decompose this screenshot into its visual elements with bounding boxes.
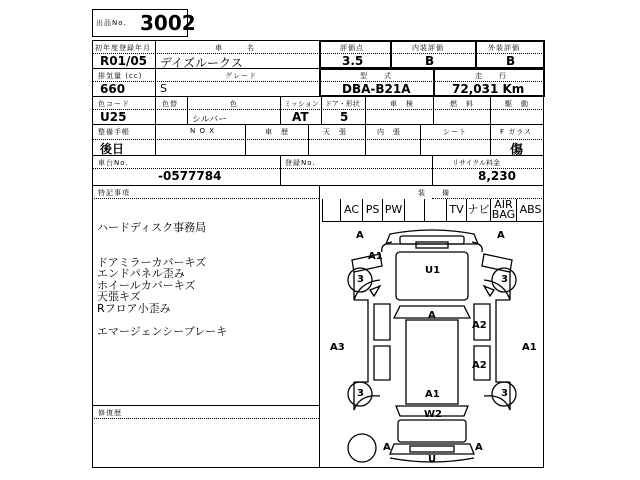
equip-tv: TV <box>446 199 466 221</box>
car-name-label: 車 名 <box>215 44 255 52</box>
note-line: 天張キズ <box>97 290 141 303</box>
displacement-label: 排気量 (cc) <box>98 72 143 80</box>
equipment-label: 装 備 <box>418 189 450 197</box>
note-line: エンドパネル歪み <box>97 267 185 280</box>
glass-value: 傷 <box>510 143 524 158</box>
lot-number-label: 出品No. <box>96 19 127 27</box>
fuel-label: 燃 料 <box>450 100 474 108</box>
note-line <box>97 245 227 257</box>
note-line: ハードディスク事務局 <box>97 221 207 234</box>
mark-a-roof: A <box>428 310 436 321</box>
mission: AT <box>292 110 309 124</box>
recycle-label: リサイクル料金 <box>452 159 501 167</box>
mission-label: ミッション <box>284 100 319 108</box>
mileage-label: 走 行 <box>475 72 507 80</box>
mark-w2-rear-glass: W2 <box>424 409 442 420</box>
interior-label: 内装評価 <box>412 44 444 52</box>
mileage: 72,031 Km <box>452 82 525 96</box>
equip-navi: ナビ <box>466 199 490 221</box>
mark-a1-right: A1 <box>522 342 537 353</box>
grade: S <box>160 82 167 95</box>
model-label: 型 式 <box>360 72 392 80</box>
recycle-fee: 8,230 <box>478 169 516 183</box>
doors: 5 <box>340 110 349 124</box>
mark-a-rear-left: A <box>383 442 391 453</box>
chassis-number: -0577784 <box>158 169 222 183</box>
note-line: エマージェンシーブレーキ <box>97 324 228 338</box>
mark-a1-rear: A1 <box>425 389 440 400</box>
interior-value: B <box>425 54 435 68</box>
chassis-label: 車台No. <box>98 159 129 167</box>
glass-label: F ガラス <box>500 128 533 136</box>
mark-a-rear-right: A <box>475 442 483 453</box>
equip-ac: AC <box>340 199 362 221</box>
notes-label: 特記事項 <box>98 189 130 197</box>
roof-label: 天 張 <box>323 128 347 136</box>
note-line <box>97 234 227 246</box>
mark-a3-left: A3 <box>330 342 345 353</box>
mark-a2-right-door2: A2 <box>472 360 487 371</box>
equip-blank <box>322 199 340 221</box>
lot-number: 3002 <box>140 11 196 35</box>
score-label: 評価点 <box>340 44 364 52</box>
color-change-label: 色替 <box>162 100 178 108</box>
equip-blank <box>424 199 446 221</box>
seat-label: シート <box>443 128 467 136</box>
mark-3-front-right-wheel: 3 <box>501 274 508 285</box>
color-code-label: 色コード <box>98 100 130 108</box>
equip-airbag: AIR BAG <box>491 198 516 221</box>
equipment-row <box>322 199 544 221</box>
nox-label: N O X <box>190 127 215 135</box>
equip-abs: ABS <box>516 199 544 221</box>
car-damage-diagram <box>320 222 544 468</box>
mark-a-front-right: A <box>497 230 505 241</box>
mark-3-front-left-wheel: 3 <box>357 274 364 285</box>
exterior-label: 外装評価 <box>488 44 520 52</box>
color-label: 色 <box>230 100 238 108</box>
equip-blank <box>404 199 424 221</box>
registration-label: 登録No. <box>285 159 316 167</box>
mark-u1-hood: U1 <box>425 265 441 276</box>
exterior-value: B <box>506 54 516 68</box>
drive-label: 駆 動 <box>505 100 529 108</box>
displacement: 660 <box>100 82 126 96</box>
inspection-label: 車 検 <box>390 100 414 108</box>
mark-a2-right-door1: A2 <box>472 320 487 331</box>
mark-u-rear-bumper: U <box>428 454 437 465</box>
grade-label: グレード <box>225 72 257 80</box>
history-label: 車 歴 <box>265 128 289 136</box>
model-code: DBA-B21A <box>342 82 411 96</box>
repair-history-label: 修復歴 <box>98 409 122 417</box>
mark-a-front-left: A <box>356 230 364 241</box>
color-code: U25 <box>100 110 127 124</box>
note-line: ホイールカバーキズ <box>97 278 196 292</box>
note-line: ドアミラーカバーキズ <box>97 255 207 269</box>
inner-panel-label: 内 張 <box>377 128 401 136</box>
notes-list <box>97 222 227 337</box>
maintenance-value: 後日 <box>100 142 125 156</box>
doors-label: ドア・形状 <box>325 100 360 108</box>
equip-pw: PW <box>382 199 404 221</box>
year-label: 初年度登録年月 <box>95 44 151 52</box>
equip-ps: PS <box>362 199 382 221</box>
car-name: デイズルークス <box>160 56 243 70</box>
color-value: シルバー <box>192 115 228 125</box>
mark-3-rear-right-wheel: 3 <box>501 388 508 399</box>
score-value: 3.5 <box>342 54 364 68</box>
mark-3-rear-left-wheel: 3 <box>357 388 364 399</box>
note-line: Rフロア小歪み <box>97 301 171 315</box>
maintenance-label: 整備手帳 <box>98 128 130 136</box>
first-registration: R01/05 <box>100 54 148 68</box>
note-line <box>97 314 227 326</box>
mark-a1-front: A1 <box>368 251 383 262</box>
